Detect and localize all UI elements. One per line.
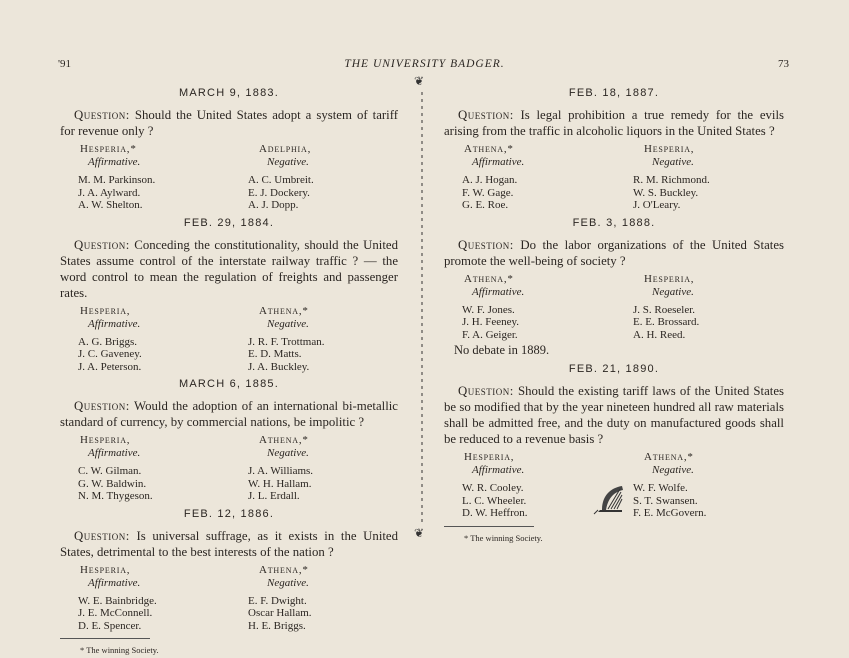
no-debate-note: No debate in 1889. — [454, 343, 550, 357]
debate-date: FEB. 29, 1884. — [183, 216, 275, 229]
debater-name: H. E. Briggs. — [248, 619, 306, 632]
debate-entry — [60, 216, 398, 374]
debater-name: W. F. Jones. — [462, 303, 515, 316]
page-number-left: '91 — [58, 58, 71, 70]
debater-name: J. A. Aylward. — [78, 186, 141, 199]
debate-question — [444, 383, 784, 447]
affirmative-names — [60, 595, 228, 633]
debate-sides — [60, 564, 398, 590]
debater-names — [60, 592, 398, 633]
debate-question — [60, 528, 398, 560]
question-label: Question: — [74, 528, 130, 543]
question-label: Question: — [74, 108, 130, 122]
question-label: Question: — [458, 108, 514, 122]
question-label: Question: — [458, 237, 514, 252]
position-label: Negative. — [652, 285, 694, 298]
debater-name: F. A. Geiger. — [462, 328, 518, 341]
debate-sides — [444, 451, 784, 477]
debater-name: W. H. Hallam. — [248, 477, 312, 490]
debate-entry — [60, 377, 398, 503]
affirmative-names — [60, 465, 228, 503]
debater-name: W. F. Wolfe. — [633, 482, 688, 494]
position-label: Affirmative. — [88, 576, 141, 589]
left-column — [60, 82, 398, 658]
debater-name: M. M. Parkinson. — [78, 174, 156, 186]
debater-name: J. A. Peterson. — [78, 360, 142, 373]
society-name: Hesperia, — [644, 272, 695, 285]
debate-entry — [60, 507, 398, 633]
debate-entry — [444, 216, 784, 342]
debate-sides — [60, 143, 398, 169]
debater-names — [60, 171, 398, 212]
question-text: Do the labor organizations of the United States promote the well-being of society ? — [444, 237, 784, 268]
debater-name: W. E. Bainbridge. — [78, 594, 157, 607]
debater-name: J. H. Feeney. — [462, 316, 520, 328]
negative-names — [613, 304, 784, 342]
position-label: Negative. — [267, 317, 309, 330]
society-name: Hesperia, — [644, 143, 695, 155]
debater-name: W. R. Cooley. — [462, 482, 524, 494]
debater-name: F. W. Gage. — [462, 186, 514, 199]
question-text: Should the United States adopt a system of tariff for revenue only ? — [60, 108, 398, 138]
position-label: Affirmative. — [88, 156, 141, 168]
debater-name: A. C. Umbreit. — [248, 174, 314, 186]
divider-rule — [414, 78, 430, 538]
question-label: Question: — [74, 237, 130, 252]
negative-side — [219, 434, 398, 460]
affirmative-side — [60, 564, 219, 590]
negative-side — [604, 451, 784, 477]
question-text: Is legal prohibition a true remedy for the evils arising from the traffic in alcoholic liquors in the United States ? — [444, 108, 785, 138]
affirmative-side — [60, 143, 219, 169]
debater-name: A. W. Shelton. — [78, 199, 143, 211]
question-text: Would the adoption of an international bi-metallic standard of currency, by commercial nations, be impolitic ? — [60, 399, 398, 429]
right-column — [444, 82, 784, 546]
page-number-right: 73 — [778, 58, 789, 70]
debater-name: G. E. Roe. — [462, 199, 509, 211]
debater-names — [60, 333, 398, 374]
question-text: Is universal suffrage, as it exists in the United States, detrimental to the best interests of the nation ? — [60, 528, 399, 559]
society-name: Hesperia,* — [80, 143, 137, 155]
column-divider — [414, 74, 430, 540]
negative-names — [613, 482, 784, 520]
position-label: Affirmative. — [88, 447, 141, 459]
debater-name: J. A. Buckley. — [248, 360, 310, 373]
debater-name: J. L. Erdall. — [248, 490, 300, 502]
footnote-rule — [60, 638, 150, 639]
affirmative-side — [444, 143, 604, 169]
debate-sides — [444, 143, 784, 169]
negative-names — [228, 336, 398, 374]
debate-sides — [60, 305, 398, 331]
debater-name: A. G. Briggs. — [78, 335, 137, 348]
negative-side — [604, 143, 784, 169]
society-name: Athena,* — [464, 272, 514, 285]
debate-date: FEB. 18, 1887. — [568, 87, 660, 99]
debater-name: J. A. Williams. — [248, 465, 314, 477]
debater-name: J. R. F. Trottman. — [248, 335, 325, 348]
debater-name: D. E. Spencer. — [78, 619, 142, 632]
society-name: Athena,* — [464, 143, 514, 155]
position-label: Affirmative. — [472, 156, 525, 168]
debater-name: W. S. Buckley. — [633, 186, 699, 199]
affirmative-names — [444, 304, 613, 342]
negative-names — [228, 595, 398, 633]
debater-names — [60, 462, 398, 503]
negative-names — [228, 465, 398, 503]
position-label: Affirmative. — [472, 285, 525, 298]
debater-name: R. M. Richmond. — [633, 174, 710, 186]
negative-side — [604, 273, 784, 299]
footnote: * The winning Society. — [80, 645, 159, 655]
society-name: Athena,* — [259, 563, 309, 576]
society-name: Athena,* — [259, 304, 309, 317]
debater-name: A. J. Dopp. — [248, 199, 299, 211]
debate-sides — [444, 273, 784, 299]
society-name: Hesperia, — [80, 304, 131, 317]
running-title: THE UNIVERSITY BADGER. — [344, 58, 505, 70]
debate-date: FEB. 21, 1890. — [568, 363, 660, 375]
debater-name: D. W. Heffron. — [462, 507, 528, 519]
debate-question — [444, 237, 784, 269]
position-label: Negative. — [652, 156, 694, 168]
negative-side — [219, 305, 398, 331]
debater-name: S. T. Swansen. — [633, 494, 698, 507]
affirmative-names — [60, 336, 228, 374]
debate-question — [60, 398, 398, 430]
society-name: Adelphia, — [259, 143, 312, 155]
debater-name: F. E. McGovern. — [633, 507, 707, 519]
debater-names — [444, 301, 784, 342]
debater-name: J. E. McConnell. — [78, 607, 153, 619]
harp-icon — [592, 482, 628, 516]
question-text: Should the existing tariff laws of the United States be so modified that by the year nineteen hundred all raw materials shall be admitted free, and the duty on manufactured goods shall be reduced to a revenue basis ? — [444, 384, 785, 446]
debate-question — [444, 107, 784, 139]
debate-date: MARCH 9, 1883. — [179, 87, 279, 99]
debater-name: J. C. Gaveney. — [78, 348, 142, 360]
debate-entry — [60, 86, 398, 212]
debater-name: Oscar Hallam. — [248, 607, 312, 619]
position-label: Negative. — [267, 156, 309, 168]
question-text: Conceding the constitutionality, should the United States assume control of the interstate railway traffic ? — the word control to mean the regulation of freights and passenger rates. — [60, 237, 398, 300]
debater-name: J. S. Roeseler. — [633, 303, 696, 316]
affirmative-names — [444, 482, 613, 520]
negative-names — [228, 174, 398, 212]
affirmative-side — [444, 273, 604, 299]
debater-name: E. F. Dwight. — [248, 594, 307, 607]
debater-name: G. W. Baldwin. — [78, 477, 147, 490]
society-name: Hesperia, — [80, 563, 131, 576]
affirmative-names — [60, 174, 228, 212]
debater-names — [444, 171, 784, 212]
society-name: Hesperia, — [464, 451, 515, 463]
affirmative-side — [60, 434, 219, 460]
question-label: Question: — [458, 384, 514, 398]
top-ornament-icon: ❦ — [414, 74, 425, 88]
debate-date: FEB. 3, 1888. — [572, 216, 656, 229]
society-name: Athena,* — [259, 434, 309, 446]
bottom-ornament-icon: ❦ — [414, 526, 425, 540]
debate-question — [60, 237, 398, 301]
debate-entry — [444, 86, 784, 212]
question-label: Question: — [74, 399, 130, 413]
position-label: Affirmative. — [472, 464, 525, 476]
debater-name: J. O'Leary. — [633, 199, 681, 211]
position-label: Affirmative. — [88, 317, 141, 330]
debate-sides — [60, 434, 398, 460]
position-label: Negative. — [267, 576, 309, 589]
society-name: Hesperia, — [80, 434, 131, 446]
debater-name: L. C. Wheeler. — [462, 494, 527, 507]
footnote-rule — [444, 526, 534, 527]
debater-name: E. E. Brossard. — [633, 316, 700, 328]
debater-name: C. W. Gilman. — [78, 465, 142, 477]
affirmative-side — [444, 451, 604, 477]
debater-name: A. J. Hogan. — [462, 174, 518, 186]
position-label: Negative. — [652, 464, 694, 476]
debate-date: MARCH 6, 1885. — [179, 378, 279, 390]
debate-date: FEB. 12, 1886. — [183, 507, 275, 520]
negative-side — [219, 564, 398, 590]
debater-name: A. H. Reed. — [633, 328, 686, 341]
society-name: Athena,* — [644, 451, 694, 463]
footnote: * The winning Society. — [464, 532, 543, 543]
negative-side — [219, 143, 398, 169]
debate-question — [60, 107, 398, 139]
debater-name: E. J. Dockery. — [248, 186, 310, 199]
negative-names — [613, 174, 784, 212]
debater-name: N. M. Thygeson. — [78, 490, 153, 502]
debater-name: E. D. Matts. — [248, 348, 302, 360]
affirmative-names — [444, 174, 613, 212]
position-label: Negative. — [267, 447, 309, 459]
affirmative-side — [60, 305, 219, 331]
